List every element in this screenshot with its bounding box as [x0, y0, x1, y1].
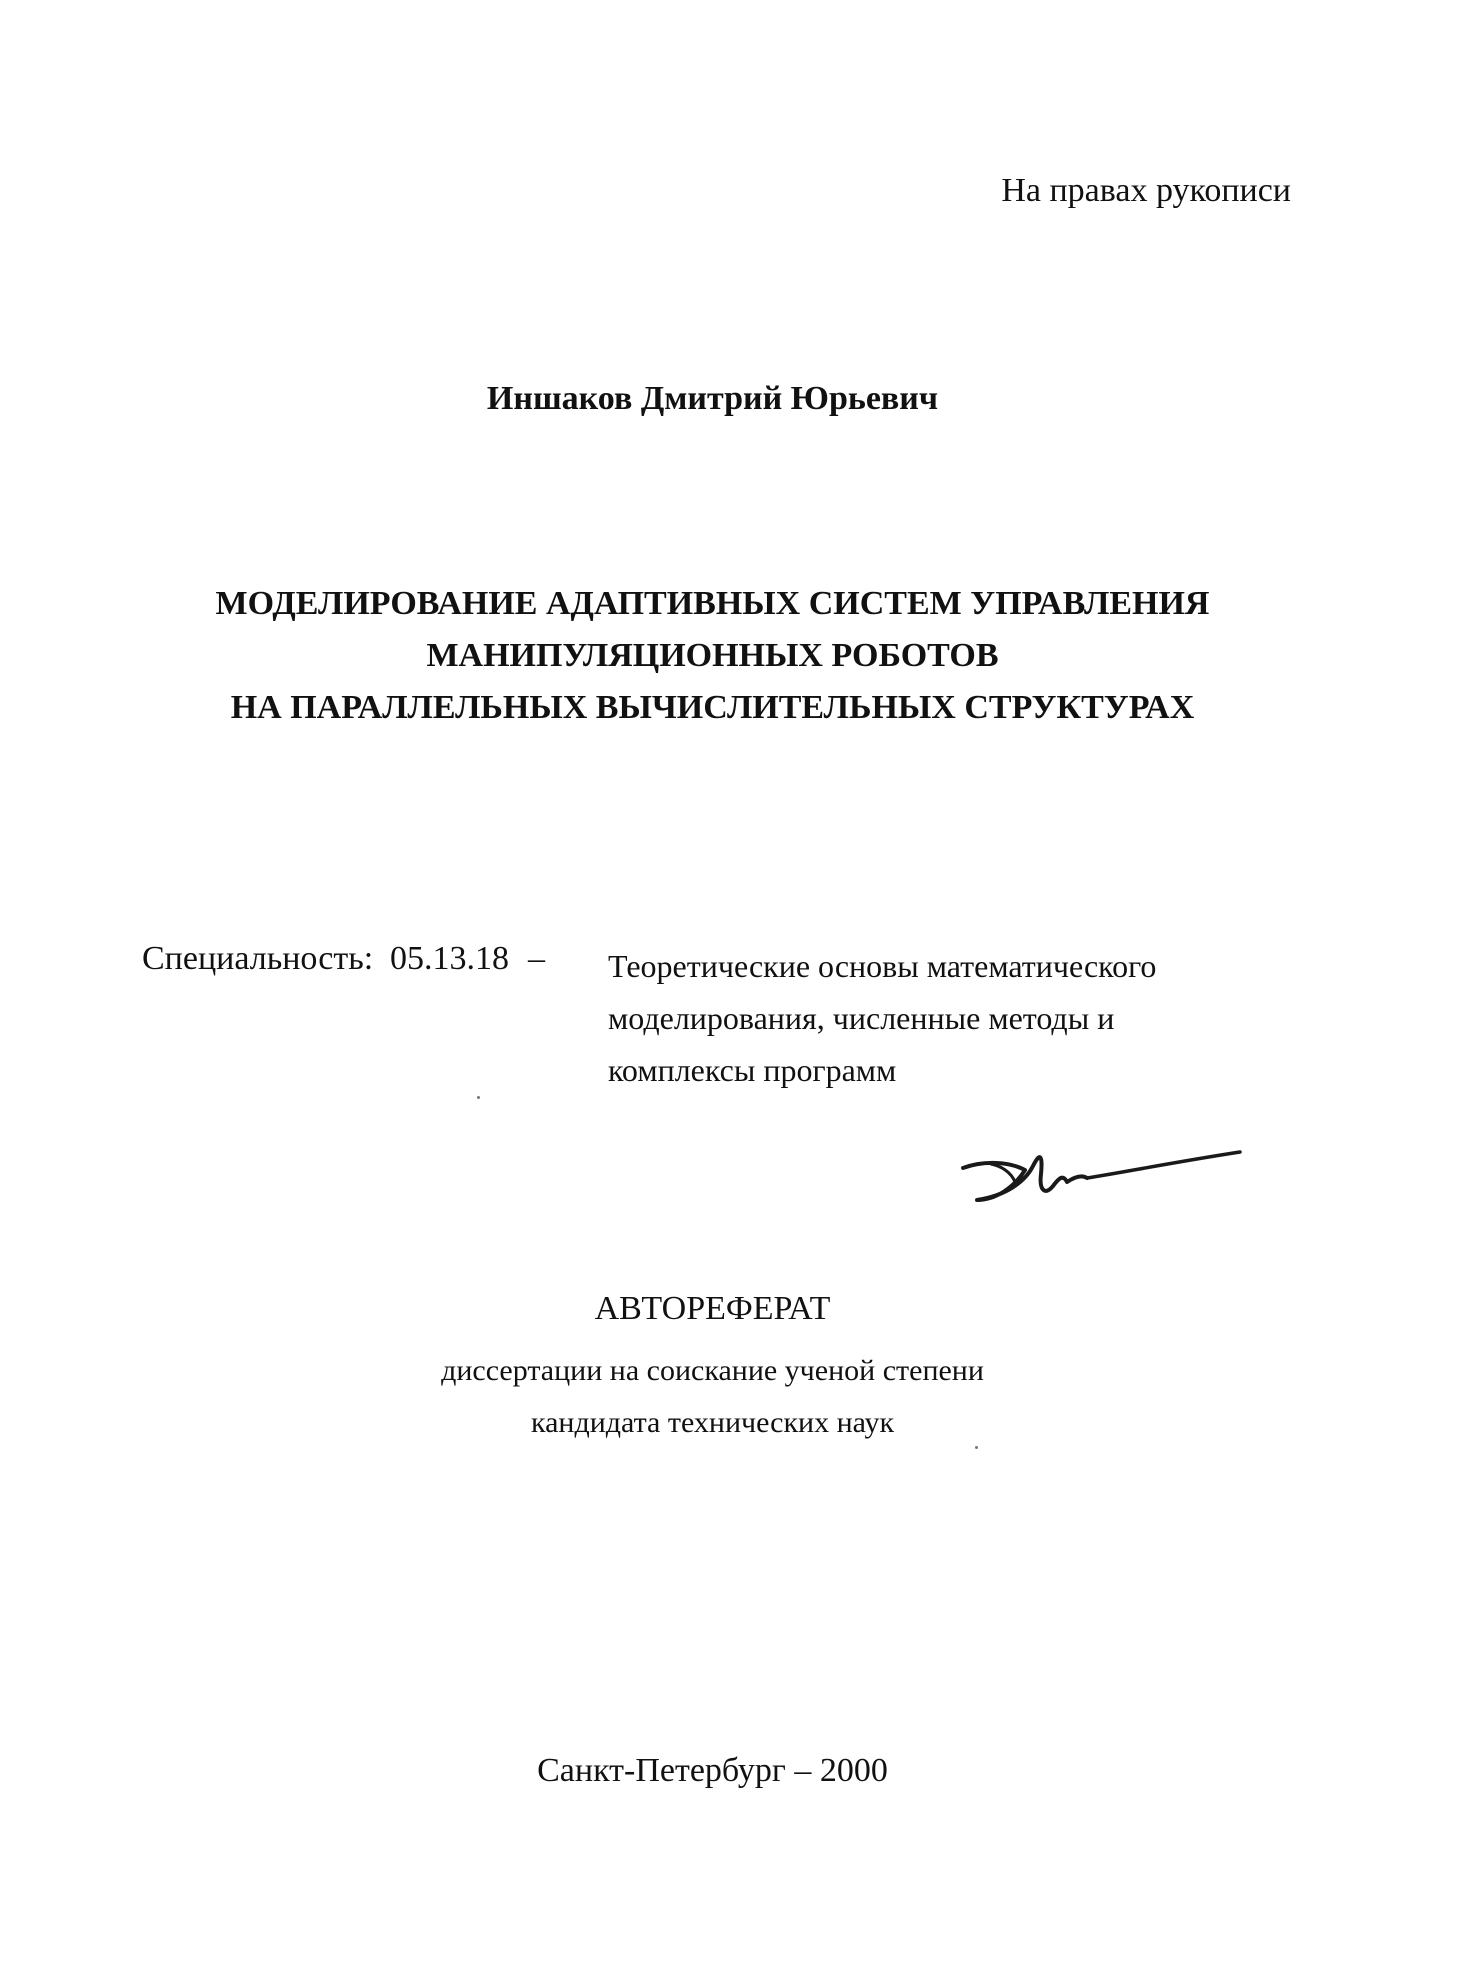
scan-speck [477, 1096, 480, 1099]
place-year: Санкт-Петербург – 2000 [537, 1752, 888, 1789]
abstract-subtitle [0, 1345, 1425, 1449]
specialty-description-line-1: Теоретические основы математического [608, 948, 1157, 984]
rights-note: На правах рукописи [1001, 172, 1291, 209]
title-line-2: МАНИПУЛЯЦИОННЫХ РОБОТОВ [426, 637, 999, 674]
specialty-description-line-3: комплексы программ [608, 1052, 897, 1088]
signature-stroke-main [963, 1157, 1087, 1200]
abstract-heading: АВТОРЕФЕРАТ [594, 1290, 831, 1327]
dissertation-title [0, 578, 1425, 734]
abstract-line-2: кандидата технических наук [530, 1406, 895, 1439]
title-line-3: НА ПАРАЛЛЕЛЬНЫХ ВЫЧИСЛИТЕЛЬНЫХ СТРУКТУРАХ [230, 689, 1195, 726]
specialty-description-line-2: моделирования, численные методы и [608, 1000, 1115, 1036]
title-line-1: МОДЕЛИРОВАНИЕ АДАПТИВНЫХ СИСТЕМ УПРАВЛЕНИЯ [215, 585, 1210, 622]
specialty-dash: – [528, 940, 545, 977]
handwritten-signature [955, 1138, 1245, 1218]
scan-speck [975, 1446, 978, 1449]
signature-stroke-underline [1087, 1152, 1240, 1178]
author-name: Иншаков Дмитрий Юрьевич [486, 380, 939, 417]
specialty-description [608, 940, 1328, 1096]
abstract-line-1: диссертации на соискание ученой степени [441, 1354, 984, 1387]
specialty-code: 05.13.18 [390, 940, 509, 977]
specialty-label: Специальность: [142, 940, 374, 977]
